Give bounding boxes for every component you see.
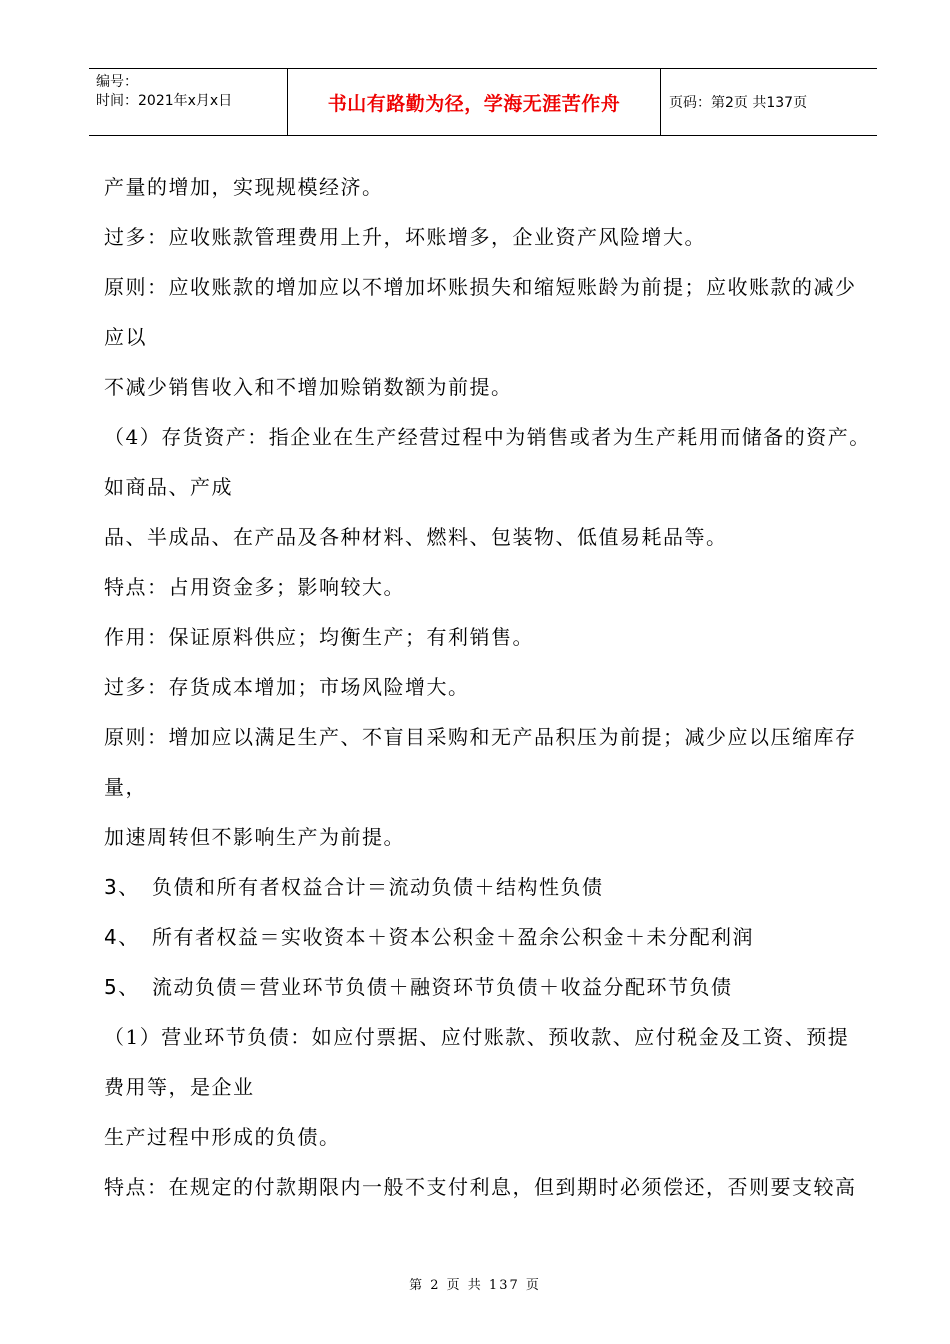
number-label: 编号：: [96, 74, 138, 90]
text-line: 费用等，是企业: [104, 1075, 255, 1099]
numbered-item-4: [104, 912, 894, 962]
text-line: 特点：占用资金多；影响较大。: [104, 575, 405, 599]
text-line: 应以: [104, 325, 147, 349]
text-line: 原则：应收账款的增加应以不增加坏账损失和缩短账龄为前提；应收账款的减少: [104, 275, 857, 299]
page-header: [89, 68, 877, 136]
item-text: 流动负债＝营业环节负债＋融资环节负债＋收益分配环节负债: [152, 975, 733, 999]
document-body: [104, 162, 894, 1212]
item-number: 3、: [104, 875, 140, 899]
item-number: 5、: [104, 975, 140, 999]
item-number: 4、: [104, 925, 140, 949]
header-page-info: 页码：第2页 共137页: [669, 95, 808, 111]
item-text: 负债和所有者权益合计＝流动负债＋结构性负债: [152, 875, 604, 899]
text-line: 原则：增加应以满足生产、不盲目采购和无产品积压为前提；减少应以压缩库存: [104, 725, 857, 749]
numbered-item-5: [104, 962, 894, 1012]
text-line: 作用：保证原料供应；均衡生产；有利销售。: [104, 625, 534, 649]
text-line: （4）存货资产：指企业在生产经营过程中为销售或者为生产耗用而储备的资产。: [104, 425, 871, 449]
text-line: 过多：应收账款管理费用上升，坏账增多，企业资产风险增大。: [104, 225, 706, 249]
text-line: 过多：存货成本增加；市场风险增大。: [104, 675, 470, 699]
item-text: 所有者权益＝实收资本＋资本公积金＋盈余公积金＋未分配利润: [152, 925, 754, 949]
text-line: 加速周转但不影响生产为前提。: [104, 825, 405, 849]
page-footer: 第 2 页 共 137 页: [409, 1278, 541, 1293]
text-line: 品、半成品、在产品及各种材料、燃料、包装物、低值易耗品等。: [104, 525, 728, 549]
text-line: （1）营业环节负债：如应付票据、应付账款、预收款、应付税金及工资、预提: [104, 1025, 850, 1049]
text-line: 如商品、产成: [104, 475, 233, 499]
text-line: 生产过程中形成的负债。: [104, 1125, 341, 1149]
header-meta: [89, 69, 288, 135]
text-line: 特点：在规定的付款期限内一般不支付利息，但到期时必须偿还，否则要支较高: [104, 1175, 857, 1199]
time-label: 时间：2021年x月x日: [96, 93, 233, 109]
text-line: 产量的增加，实现规模经济。: [104, 175, 384, 199]
text-line: 不减少销售收入和不增加赊销数额为前提。: [104, 375, 513, 399]
header-motto: 书山有路勤为径，学海无涯苦作舟: [288, 69, 661, 135]
text-line: 量，: [104, 775, 147, 799]
numbered-item-3: [104, 862, 894, 912]
